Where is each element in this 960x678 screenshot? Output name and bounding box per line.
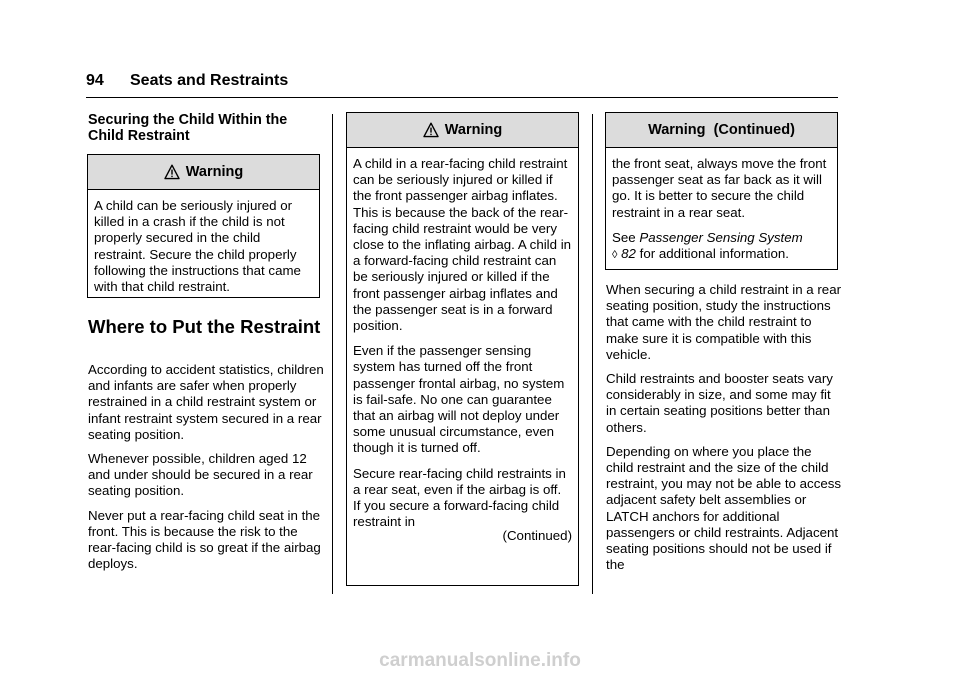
column-3-body	[606, 282, 842, 581]
paragraph: Whenever possible, children aged 12 and under should be secured in a rear seating position.	[88, 451, 313, 499]
paragraph: When securing a child restraint in a rear seating position, study the instructions that came with the child restraint to make sure it is compatible with this vehicle.	[606, 282, 842, 362]
warning-icon	[423, 122, 439, 138]
section-heading: Where to Put the Restraint	[88, 316, 321, 337]
page-header	[86, 72, 288, 90]
watermark: carmanualsonline.info	[379, 650, 581, 671]
paragraph: According to accident statistics, children and infants are safer when properly restrained in a child restraint system or infant restraint system secured in a rear seating position.	[88, 362, 324, 442]
warning-paragraph: A child in a rear-facing child restraint can be seriously injured or killed if the front passenger airbag inflates. This is because the back of the rear-facing child restraint would be very close to the inflating airbag. A child in a forward-facing child restraint can be seriously injured or killed if the front passenger airbag inflates and the passenger seat is in a forward position.	[353, 156, 572, 334]
page-number: 94	[86, 72, 104, 89]
warning-body	[347, 148, 578, 545]
reference-title: Passenger Sensing System	[639, 229, 803, 245]
reference-page-link[interactable]: 82	[621, 246, 636, 262]
warning-paragraph: Even if the passenger sensing system has turned off the front passenger frontal airbag, no system is fail-safe. No one can guarantee that an airbag will not deploy under some unusual circumstance, even though it is turned off.	[353, 343, 565, 456]
column-1-body	[88, 362, 326, 580]
warning-box-1	[87, 154, 320, 298]
warning-icon	[164, 164, 180, 180]
warning-title: Warning (Continued)	[648, 122, 795, 138]
warning-box-2	[346, 112, 579, 586]
paragraph: Child restraints and booster seats vary considerably in size, and some may fit in certain seating positions better than others.	[606, 371, 833, 435]
warning-title: Warning	[444, 122, 503, 138]
warning-header	[347, 113, 578, 148]
paragraph: Never put a rear-facing child seat in the front. This is because the risk to the rear-facing child is so great if the airbag deploys.	[88, 507, 321, 572]
column-divider-1	[332, 114, 333, 594]
paragraph: Depending on where you place the child restraint and the size of the child restraint, you may not be able to access adjacent safety belt assemblies or LATCH anchors for additional passengers or child restraints. Adjacent seating positions should not be used if the	[606, 443, 842, 573]
see-prefix: See	[612, 229, 636, 245]
subheading: Securing the Child Within the Child Restraint	[88, 112, 288, 144]
warning-text: A child can be seriously injured or killed in a crash if the child is not properly secured in the child restraint. Secure the child properly following the instructions that came with that child restraint.	[94, 198, 301, 295]
continued-label: (Continued)	[502, 528, 572, 544]
warning-box-3	[605, 112, 838, 270]
see-suffix: for additional information.	[639, 246, 789, 262]
warning-header	[88, 155, 319, 190]
see-reference	[612, 230, 831, 263]
warning-body	[88, 190, 319, 295]
column-divider-2	[592, 114, 593, 594]
warning-body	[606, 148, 837, 263]
warning-title: Warning	[185, 164, 244, 180]
page-ref-arrow-icon: ◊	[612, 249, 618, 262]
warning-header	[606, 113, 837, 148]
section-title: Seats and Restraints	[130, 72, 289, 89]
warning-paragraph: the front seat, always move the front passenger seat as far back as it will go. It is better to secure the child restraint in a rear seat.	[612, 156, 827, 220]
header-rule	[86, 97, 838, 98]
warning-paragraph: Secure rear-facing child restraints in a rear seat, even if the airbag is off. If you secure a forward-facing child restraint in	[353, 465, 566, 530]
